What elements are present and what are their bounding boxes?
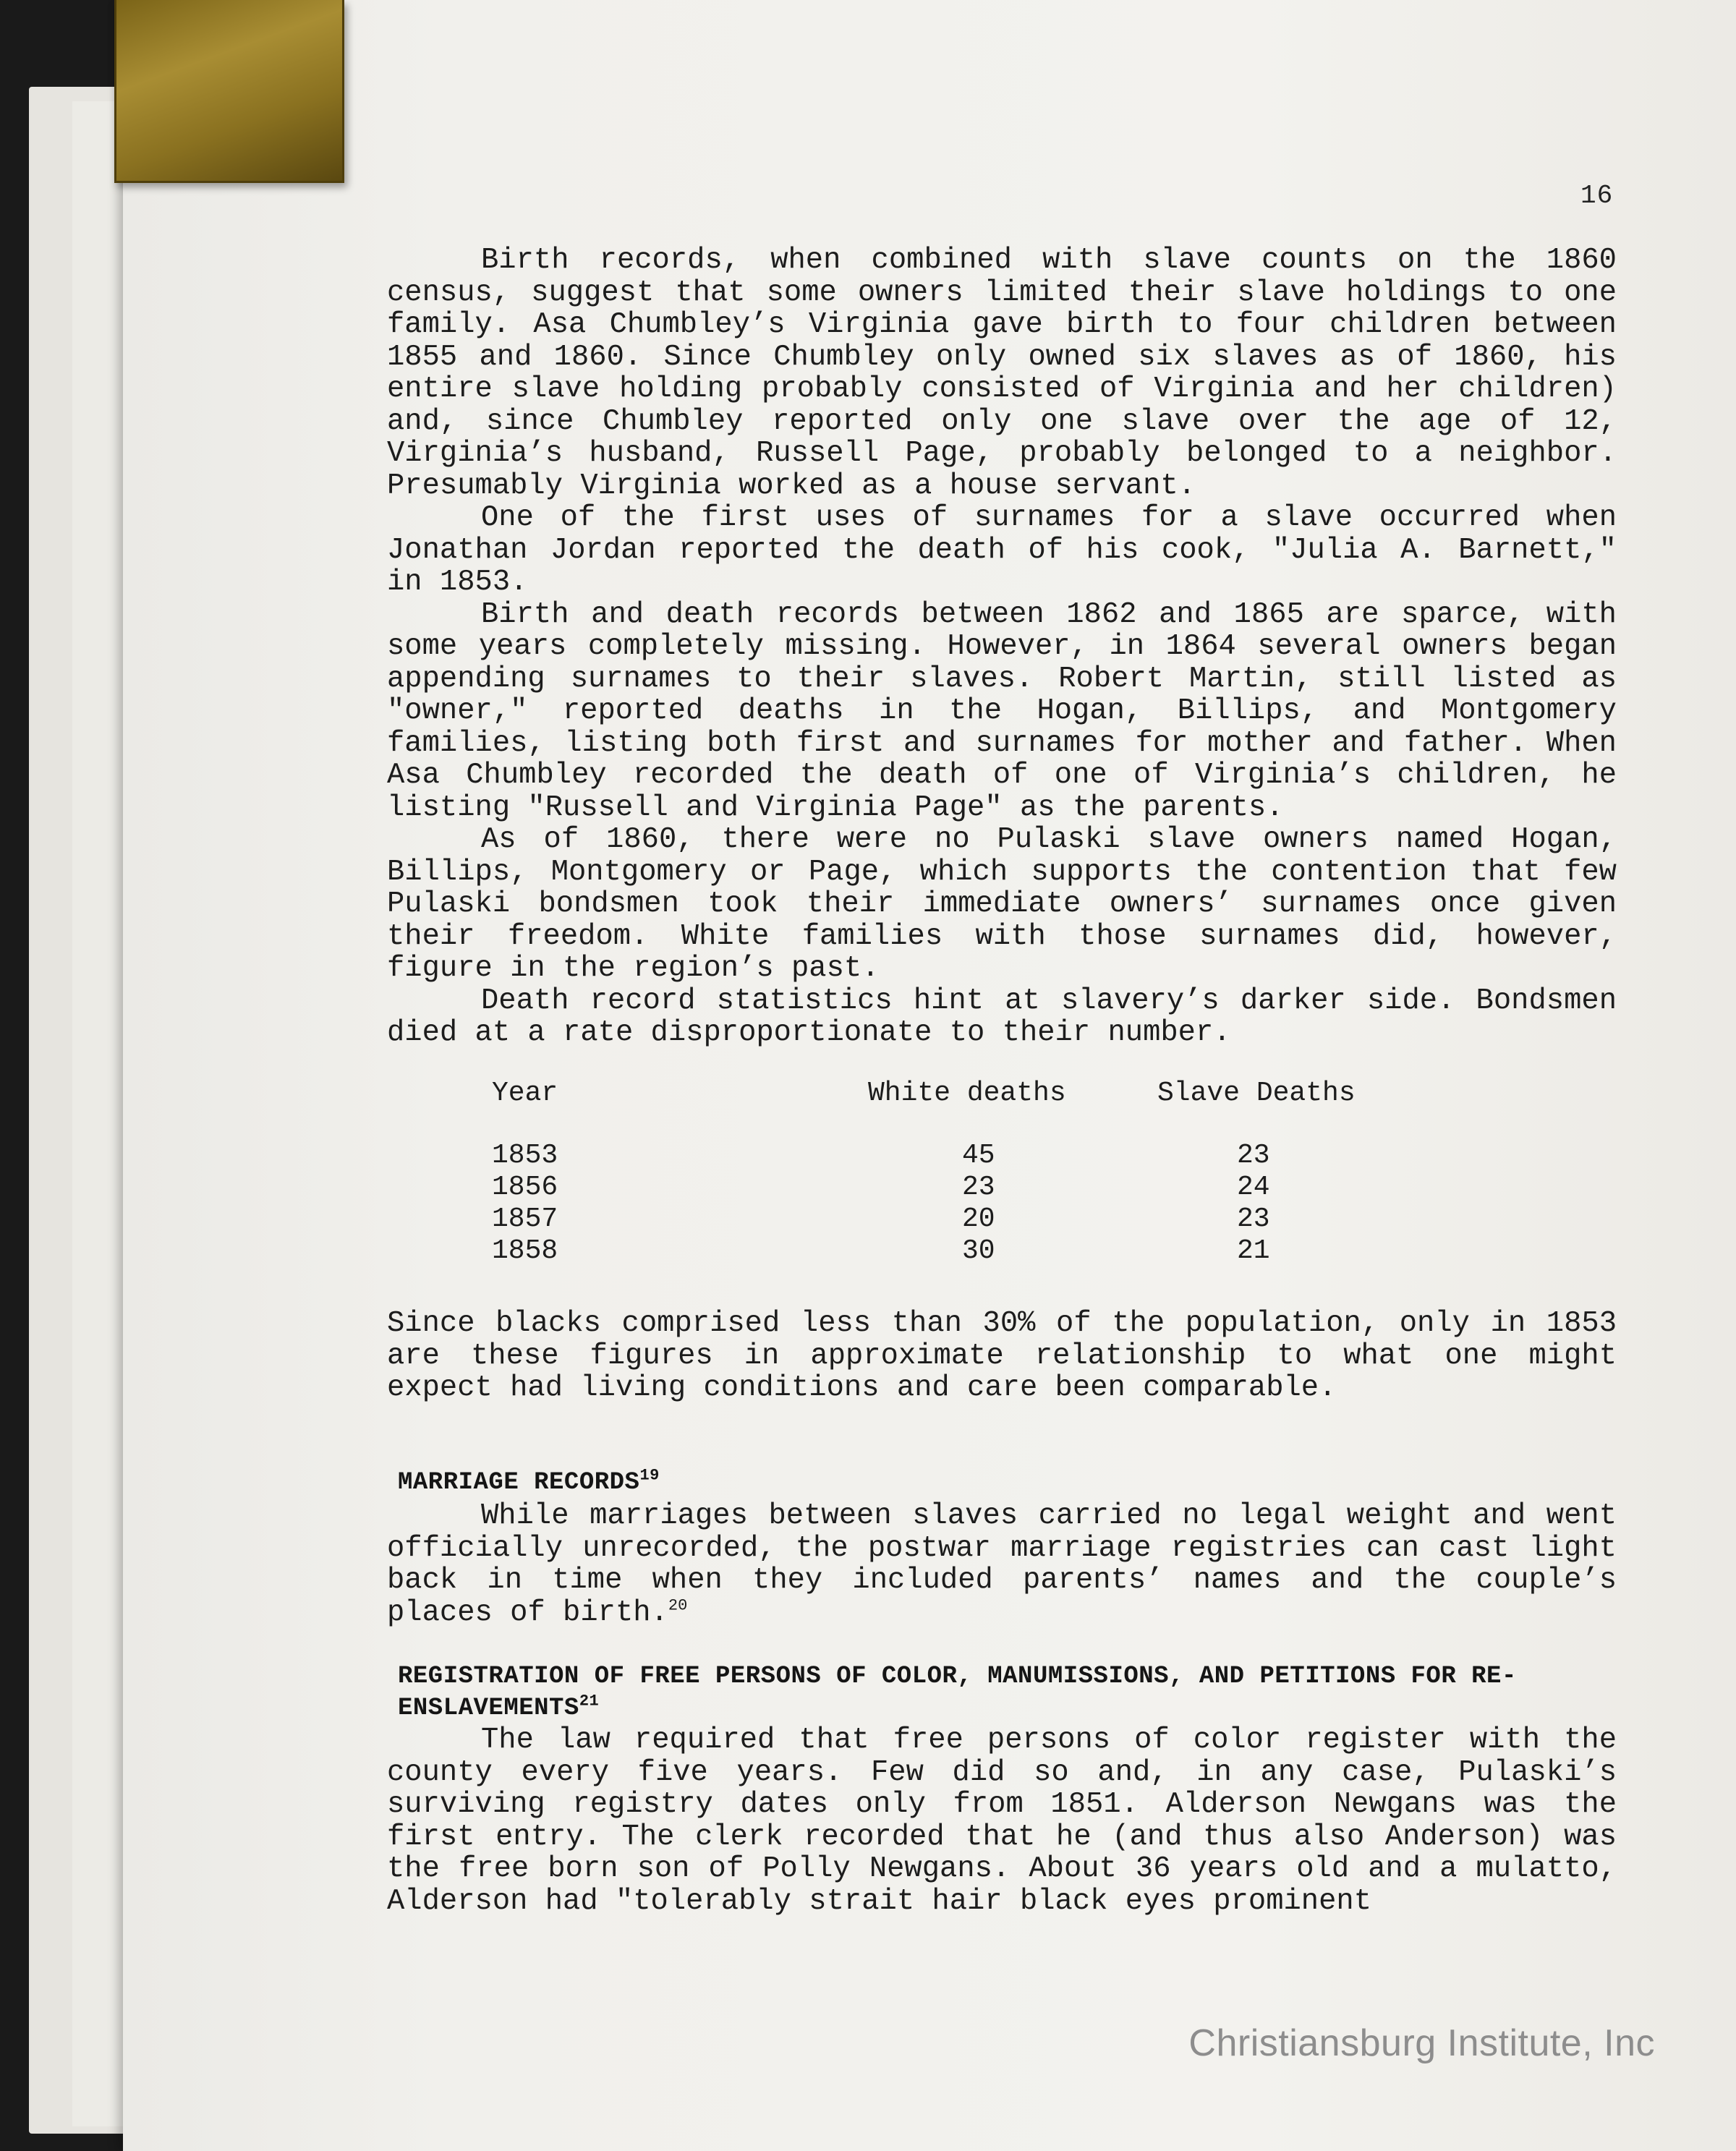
cell-year: 1857 — [492, 1203, 558, 1235]
paragraph: As of 1860, there were no Pulaski slave owners named Hogan, Billips, Montgomery or Page, which supports the contention that few Pulaski bondsmen took their immediate owners’ surnames once given their freedom. White families with those surnames did, however, figure in the region’s past. — [387, 823, 1617, 985]
body-section-marriage — [387, 1500, 1617, 1629]
cell-slave-deaths: 24 — [1237, 1171, 1270, 1203]
cell-year: 1853 — [492, 1139, 558, 1171]
table-row — [492, 1139, 1356, 1171]
cell-white-deaths: 20 — [962, 1203, 995, 1235]
paragraph-text: While marriages between slaves carried no legal weight and went officially unrecorded, the postwar marriage registries can cast light back in time when they included parents’ names and the couple’s places of birth. — [387, 1499, 1617, 1630]
footnote-ref: 21 — [579, 1692, 600, 1711]
table-row — [492, 1203, 1356, 1235]
column-header-white-deaths: White deaths — [868, 1078, 1066, 1109]
heading-marriage-records — [398, 1467, 1628, 1499]
cell-slave-deaths: 23 — [1237, 1203, 1270, 1235]
cell-slave-deaths: 21 — [1237, 1235, 1270, 1266]
cell-white-deaths: 23 — [962, 1171, 995, 1203]
footnote-ref: 20 — [668, 1596, 688, 1614]
cell-year: 1858 — [492, 1235, 558, 1266]
column-header-slave-deaths: Slave Deaths — [1157, 1078, 1356, 1109]
paragraph: Death record statistics hint at slavery’s darker side. Bondsmen died at a rate disproportionate to their number. — [387, 984, 1617, 1049]
watermark: Christiansburg Institute, Inc — [1188, 2022, 1655, 2064]
table-row — [492, 1171, 1356, 1203]
column-header-year: Year — [492, 1078, 558, 1109]
paragraph: Birth and death records between 1862 and 1865 are sparce, with some years completely missing. However, in 1864 several owners began appending surnames to their slaves. Robert Martin, still listed as "owner," reported deaths in the Hogan, Billips, and Montgomery families, listing both first and surnames for mother and father. When Asa Chumbley recorded the death of one of Virginia’s children, he listing "Russell and Virginia Page" as the parents. — [387, 597, 1617, 825]
heading-registration — [398, 1661, 1628, 1724]
cell-white-deaths: 45 — [962, 1139, 995, 1171]
table-header-row — [492, 1078, 1356, 1139]
cell-slave-deaths: 23 — [1237, 1139, 1270, 1171]
binder-clip — [114, 0, 344, 183]
body-section-records — [387, 244, 1617, 1049]
table-row — [492, 1235, 1356, 1266]
paragraph — [387, 1500, 1617, 1629]
footnote-ref: 19 — [639, 1466, 660, 1485]
page-number: 16 — [1580, 181, 1614, 210]
paragraph: Since blacks comprised less than 30% of the population, only in 1853 are these figures in approximate relationship to what one might expect had living conditions and care been comparable. — [387, 1307, 1617, 1405]
paragraph: The law required that free persons of color register with the county every five years. Few did so and, in any case, Pulaski’s surviving registry dates only from 1851. Alderson Newgans was the first entry. The clerk recorded that he (and thus also Anderson) was the free born son of Polly Newgans. About 36 years old and a mulatto, Alderson had "tolerably strait hair black eyes prominent — [387, 1724, 1617, 1918]
heading-text: REGISTRATION OF FREE PERSONS OF COLOR, MANUMISSIONS, AND PETITIONS FOR RE-ENSLAVEMENTS — [398, 1663, 1517, 1722]
cell-year: 1856 — [492, 1171, 558, 1203]
paragraph: Birth records, when combined with slave counts on the 1860 census, suggest that some owners limited their slave holdings to one family. Asa Chumbley’s Virginia gave birth to four children between 1855 and 1860. Since Chumbley only owned six slaves as of 1860, his entire slave holding probably consisted of Virginia and her children) and, since Chumbley reported only one slave over the age of 12, Virginia’s husband, Russell Page, probably belonged to a neighbor. Presumably Virginia worked as a house servant. — [387, 244, 1617, 503]
death-statistics-table — [492, 1078, 1356, 1266]
body-section-after-table — [387, 1308, 1617, 1405]
paragraph: One of the first uses of surnames for a slave occurred when Jonathan Jordan reported the death of his cook, "Julia A. Barnett," in 1853. — [387, 501, 1617, 599]
cell-white-deaths: 30 — [962, 1235, 995, 1266]
body-section-registration — [387, 1724, 1617, 1917]
heading-text: MARRIAGE RECORDS — [398, 1469, 640, 1496]
